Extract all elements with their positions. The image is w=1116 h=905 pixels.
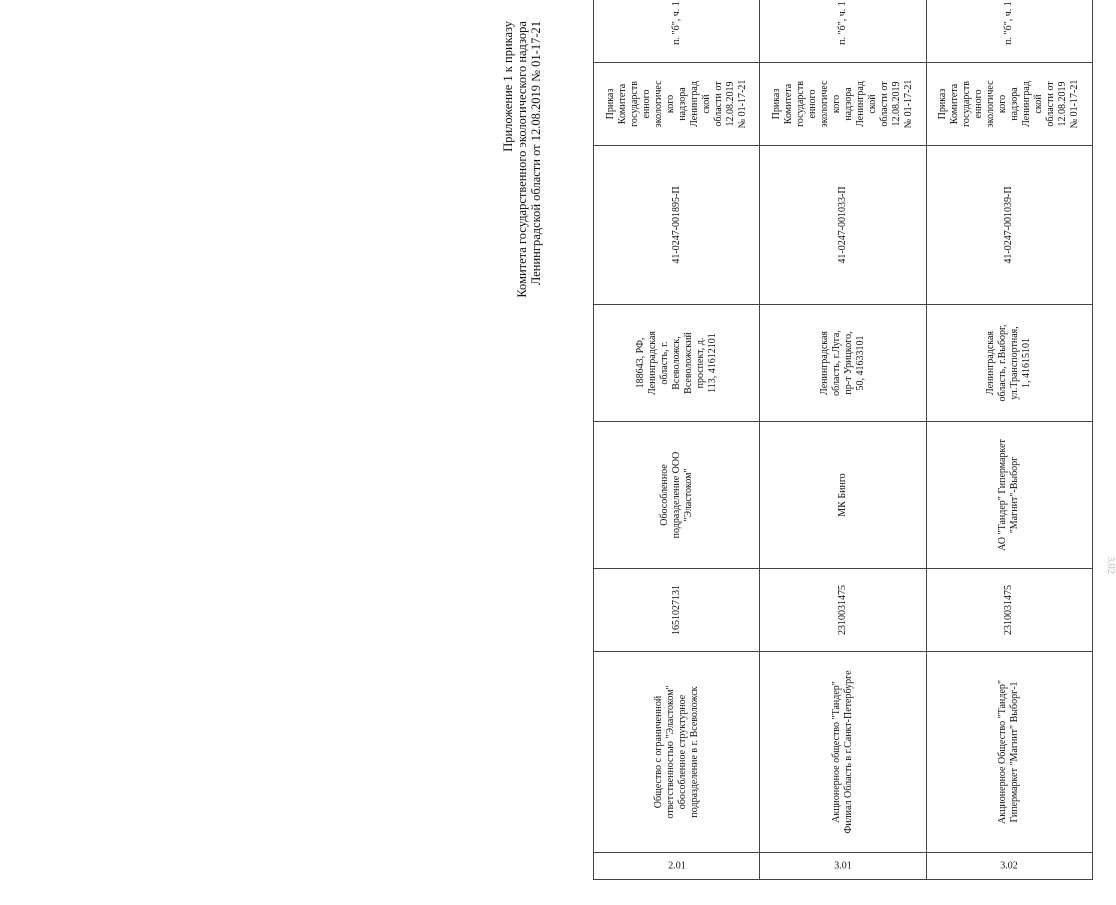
address-cell: Ленинградская область, г.Луга, пр-т Урицкого, 50, 41633101	[760, 305, 926, 422]
organization-name-cell: Акционерное Общество "Тандер" Гипермаркет "Магнит" Выборг-1	[926, 652, 1092, 853]
table-row	[926, 0, 1092, 880]
row-number: 2.01	[667, 860, 686, 871]
legal-point-cell: п. "б", ч. 1	[760, 0, 926, 63]
header-line-1: Приложение 1 к приказу	[501, 21, 515, 152]
table-row	[760, 0, 926, 880]
order-document-cell: Приказ Комитета государств енного экологичес кого надзора Ленинград ской области от 12.08.2019 № 01-17-21	[594, 63, 760, 146]
inn-cell: 1651027131	[594, 569, 760, 652]
order-document-cell: Приказ Комитета государств енного экологичес кого надзора Ленинград ской области от 12.08.2019 № 01-17-21	[926, 63, 1092, 146]
organization-name-cell: Общество с ограниченной ответственностью "Эластоком" обособленное структурное подразделение в г. Всеволожск	[594, 652, 760, 853]
inn-cell: 2310031475	[760, 569, 926, 652]
legal-point-cell: п. "б", ч. 1	[594, 0, 760, 63]
legal-point-cell: п. "б", ч. 1	[926, 0, 1092, 63]
organization-name-cell: Акционерное общество "Тандер" Филиал Область в г.Санкт-Петербурге	[760, 652, 926, 853]
row-number: 3.01	[834, 860, 852, 871]
row-number-cell	[760, 853, 926, 880]
object-code-cell: 41-0247-001895-П	[594, 146, 760, 305]
address-cell: 188643, РФ, Ленинградская область, г. Всеволожск, Всеволожский проспект, д. 113, 41612101	[594, 305, 760, 422]
address-cell: Ленинградская область, г.Выборг, ул.Транспортная, 1, 41615101	[926, 305, 1092, 422]
page-number: 3.02	[1105, 556, 1116, 574]
document-header	[501, 21, 543, 581]
header-line-3: Ленинградской области от 12.08.2019 № 01-17-21	[529, 21, 543, 286]
object-name-cell: МК Бинго	[760, 422, 926, 569]
object-code-cell: 41-0247-001033-П	[760, 146, 926, 305]
document-sheet	[501, 1, 1116, 880]
table-row	[594, 0, 760, 880]
header-line-2: Комитета государственного экологического надзора	[515, 21, 529, 298]
object-name-cell: АО "Тандер" Гипермаркет "Магнит"-Выборг	[926, 422, 1092, 569]
object-name-cell: Обособленное подразделение ООО "Эластоком"	[594, 422, 760, 569]
row-number-cell	[594, 853, 760, 880]
row-number-cell	[926, 853, 1092, 880]
registry-table	[593, 0, 1093, 880]
inn-cell: 2310031475	[926, 569, 1092, 652]
order-document-cell: Приказ Комитета государств енного экологичес кого надзора Ленинград ской области от 12.08.2019 № 01-17-21	[760, 63, 926, 146]
row-number: 3.02	[1000, 860, 1019, 871]
object-code-cell: 41-0247-001039-П	[926, 146, 1092, 305]
